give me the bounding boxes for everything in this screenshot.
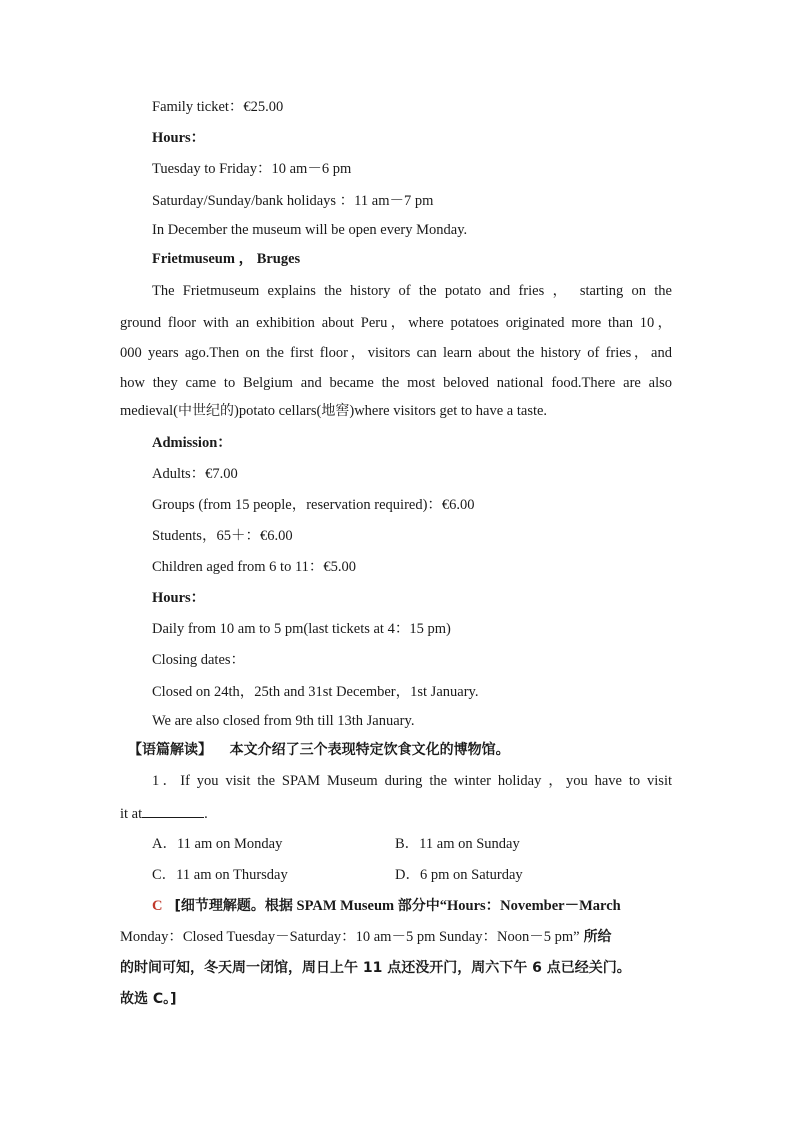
admission-children: Children aged from 6 to 11：€5.00	[152, 559, 357, 575]
frietmuseum-heading: Frietmuseum ， Bruges	[152, 251, 301, 267]
option-a: A．11 am on Monday	[152, 836, 283, 852]
option-d: D．6 pm on Saturday	[395, 867, 523, 883]
closing-dates-heading: Closing dates：	[152, 652, 246, 668]
frietmuseum-paragraph-line: how they came to Belgium and became the most beloved national food.There are also	[120, 375, 672, 391]
admission-heading: Admission：	[152, 435, 232, 451]
admission-groups: Groups (from 15 people，reservation required)：€6.00	[152, 497, 475, 513]
spam-december-note: In December the museum will be open every Monday.	[152, 222, 468, 238]
frietmuseum-paragraph-line: 000 years ago.Then on the first floor，visitors can learn about the history of fries，and	[120, 345, 672, 361]
answer-blank	[142, 803, 204, 818]
closing-dates-1: Closed on 24th，25th and 31st December，1st January.	[152, 684, 479, 700]
closing-dates-2: We are also closed from 9th till 13th January.	[152, 713, 415, 729]
frietmuseum-paragraph-last-line: medieval(中世纪的)potato cellars(地窖)where visitors get to have a taste.	[120, 403, 548, 419]
passage-note	[128, 740, 510, 760]
friet-hours-daily: Daily from 10 am to 5 pm(last tickets at 4：15 pm)	[152, 621, 451, 637]
frietmuseum-paragraph-line: The Frietmuseum explains the history of the potato and fries ， starting on the	[152, 283, 672, 299]
admission-students: Students，65＋：€6.00	[152, 528, 293, 544]
answer-letter: C	[152, 898, 163, 914]
passage-note-text: 本文介绍了三个表现特定饮食文化的博物馆。	[229, 742, 510, 758]
admission-adults: Adults：€7.00	[152, 466, 238, 482]
spam-hours-weekday: Tuesday to Friday：10 am－6 pm	[152, 161, 352, 177]
friet-hours-heading: Hours：	[152, 590, 206, 606]
frietmuseum-paragraph-line: ground floor with an exhibition about Peru，where potatoes originated more than 10，	[120, 315, 672, 331]
option-c: C．11 am on Thursday	[152, 867, 288, 883]
answer-explanation-line-4: 故选 C。]	[120, 991, 177, 1007]
spam-hours-weekend: Saturday/Sunday/bank holidays ：11 am－7 pm	[152, 193, 434, 209]
passage-note-label: 【语篇解读】	[128, 742, 212, 758]
family-ticket-price: Family ticket：€25.00	[152, 99, 284, 115]
answer-explanation-line-3: 的时间可知，冬天周一闭馆，周日上午 11 点还没开门，周六下午 6 点已经关门。	[120, 960, 631, 976]
spam-hours-heading: Hours：	[152, 130, 206, 146]
option-b: B．11 am on Sunday	[395, 836, 520, 852]
question-1-stem-continued: it at .	[120, 803, 208, 824]
answer-explanation-line-2: Monday：Closed Tuesday－Saturday：10 am－5 pm Sunday：Noon－5 pm” 所给	[120, 929, 612, 945]
question-1-stem: 1．If you visit the SPAM Museum during the winter holiday ，you have to visit	[152, 773, 672, 789]
answer-explanation-line-1: C [细节理解题。根据 SPAM Museum 部分中“Hours：November－March	[152, 898, 621, 914]
